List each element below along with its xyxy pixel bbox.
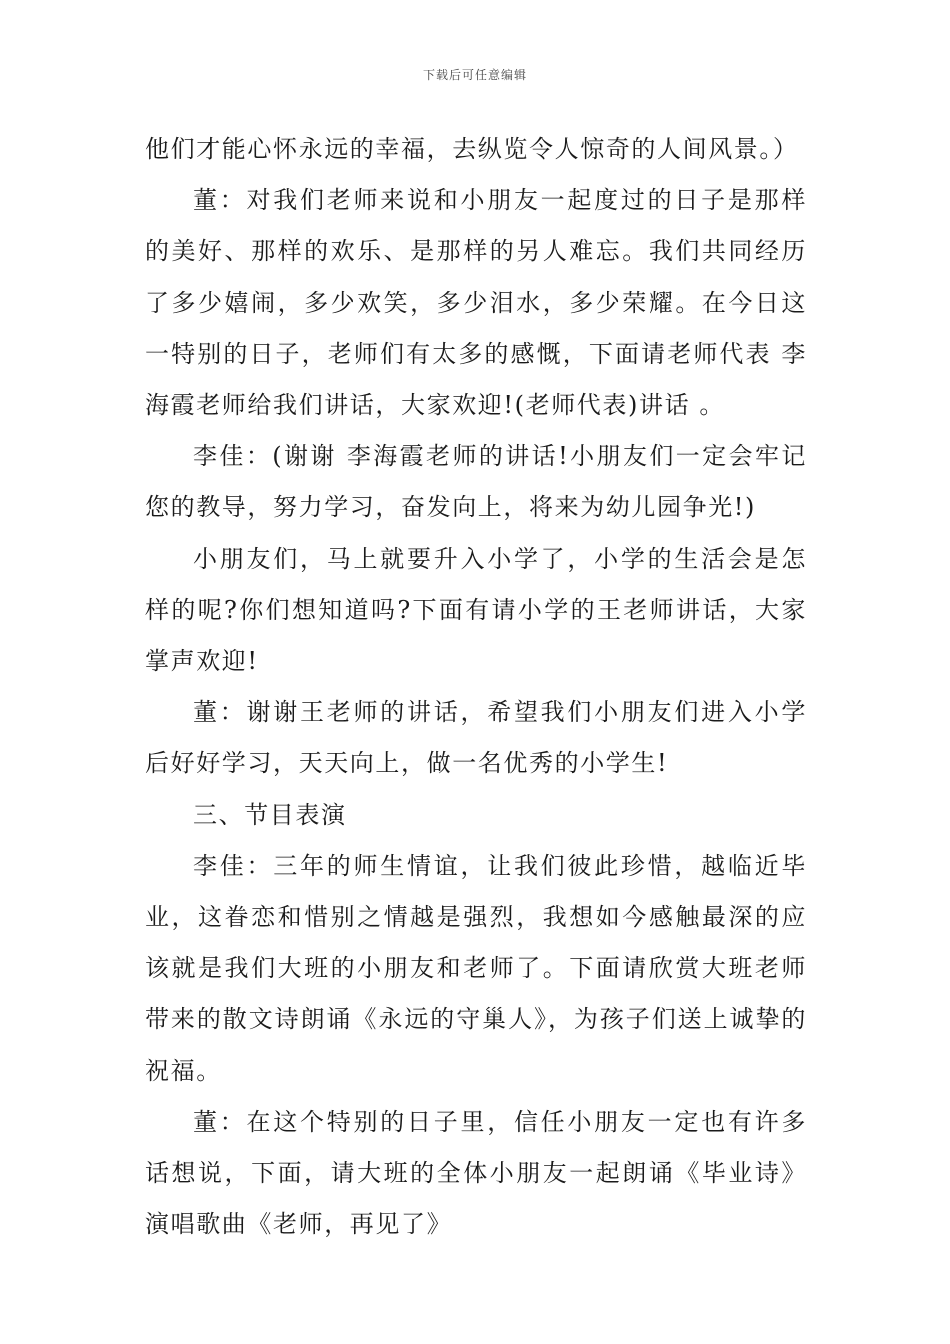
page-header: 下载后可任意编辑	[422, 68, 527, 82]
paragraph-dong-thanks-wang: 董：谢谢王老师的讲话，希望我们小朋友们进入小学后好好学习，天天向上，做一名优秀的小学生!	[145, 698, 807, 778]
paragraph-primary-school: 小朋友们，马上就要升入小学了，小学的生活会是怎样的呢?你们想知道吗?下面有请小学的王老师讲话，大家掌声欢迎!	[145, 544, 807, 676]
paragraph-dong-graduation-poem: 董：在这个特别的日子里，信任小朋友一定也有许多话想说，下面，请大班的全体小朋友一起朗诵《毕业诗》演唱歌曲《老师，再见了》	[145, 1107, 807, 1239]
section-heading-performances: 三、节目表演	[193, 800, 347, 829]
paragraph-dong-teachers-days: 董：对我们老师来说和小朋友一起度过的日子是那样的美好、那样的欢乐、是那样的另人难忘。我们共同经历了多少嬉闹，多少欢笑，多少泪水，多少荣耀。在今日这一特别的日子，老师们有太多的感慨，下面请老师代表 李海霞老师给我们讲话，大家欢迎!(老师代表)讲话 。	[145, 186, 807, 420]
paragraph-continuation: 他们才能心怀永远的幸福，去纵览令人惊奇的人间风景。）	[145, 135, 799, 163]
paragraph-lijia-poem: 李佳：三年的师生情谊，让我们彼此珍惜，越临近毕业，这眷恋和惜别之情越是强烈，我想如今感触最深的应该就是我们大班的小朋友和老师了。下面请欣赏大班老师带来的散文诗朗诵《永远的守巢人》，为孩子们送上诚挚的祝福。	[145, 851, 807, 1085]
document-body	[145, 124, 807, 1250]
paragraph-lijia-thanks: 李佳：(谢谢 李海霞老师的讲话!小朋友们一定会牢记您的教导，努力学习，奋发向上，将来为幼儿园争光!)	[145, 442, 807, 522]
